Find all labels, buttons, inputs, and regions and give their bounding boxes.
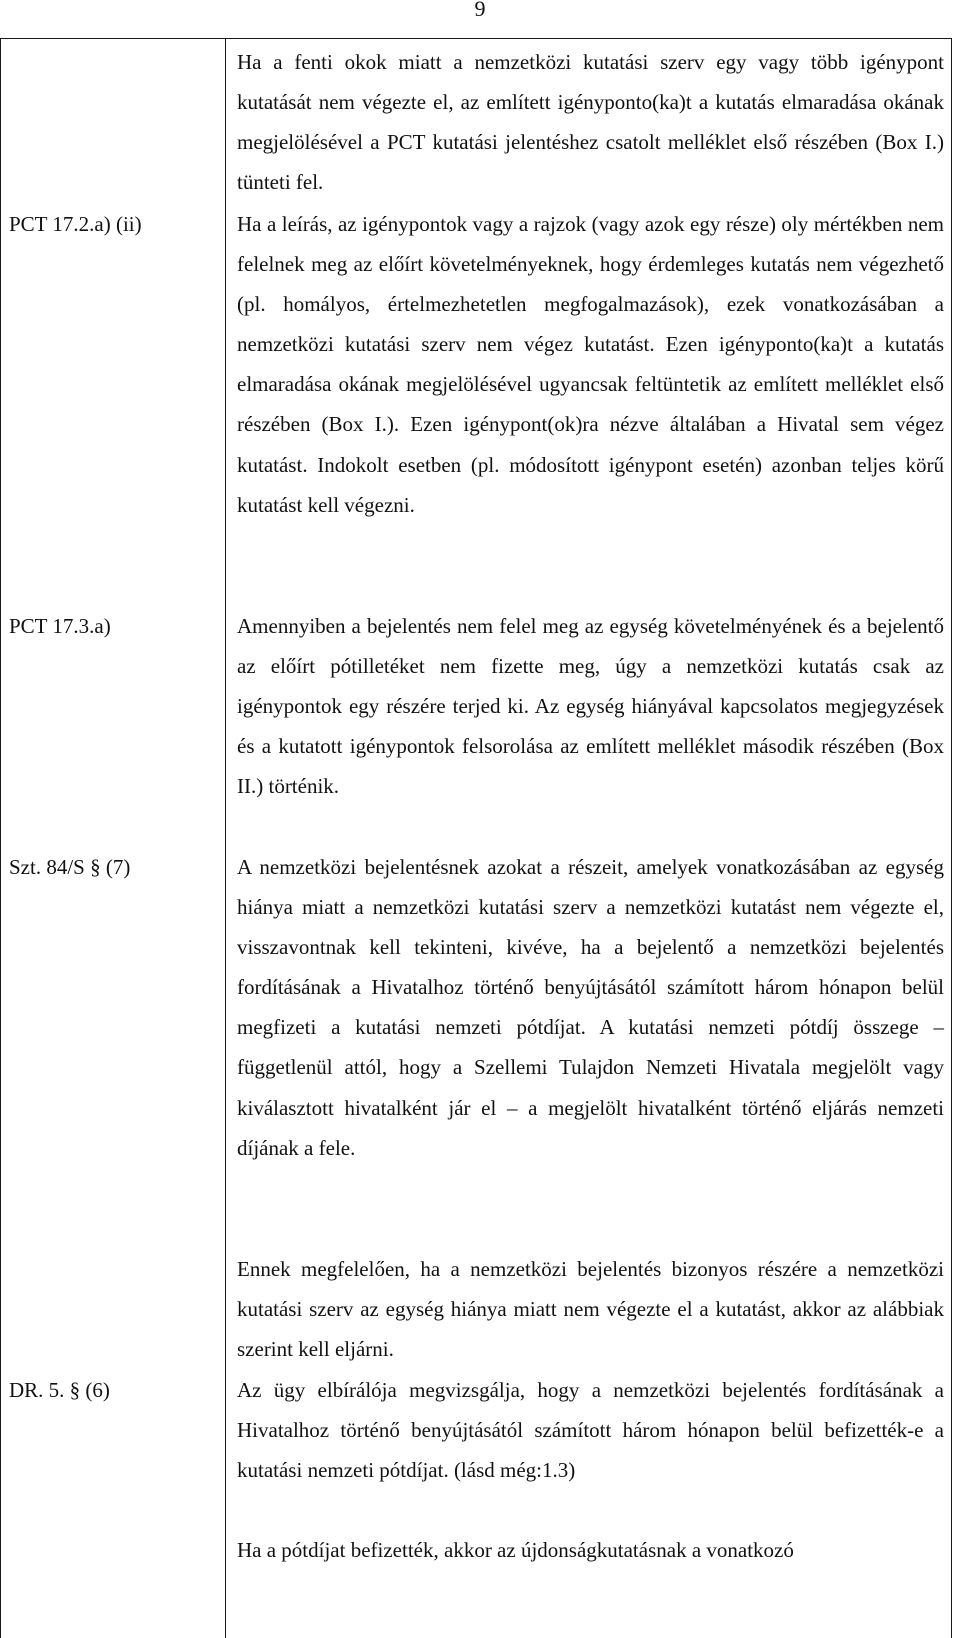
body-paragraph: Amennyiben a bejelentés nem felel meg az egység követelményének és a bejelentő az előírt pótilletéket nem fizette meg, úgy a nemzetközi kutatás csak az igénypontok egy részére terjed ki. Az egység hiányával kapcsolatos megjegyzések és a kutatott igénypontok felsorolása az említett melléklet második részében (Box II.) történik. bbox=[237, 614, 944, 799]
body-paragraph: Ha a pótdíjat befizették, akkor az újdonságkutatásnak a vonatkozó bbox=[237, 1538, 794, 1562]
column-divider bbox=[225, 38, 226, 1638]
body-paragraph: A nemzetközi bejelentésnek azokat a részeit, amelyek vonatkozásában az egység hiánya miatt a nemzetközi kutatási szerv a nemzetközi kutatást nem végezte el, visszavontnak kell tekinteni, kivéve, ha a bejelentő a nemzetközi bejelentés fordításának a Hivatalhoz történő benyújtásától számított három hónapon belül megfizeti a kutatási nemzeti pótdíjat. A kutatási nemzeti pótdíj összege – függetlenül attól, hogy a Szellemi Tulajdon Nemzeti Hivatala megjelölt vagy kiválasztott hivatalként jár el – a megjelölt hivatalként történő eljárás nemzeti díjának a fele. bbox=[237, 855, 944, 1160]
legal-reference: PCT 17.3.a) bbox=[9, 614, 111, 638]
body-paragraph: Ennek megfelelően, ha a nemzetközi bejelentés bizonyos részére a nemzetközi kutatási szerv az egység hiánya miatt nem végezte el a kutatást, akkor az alábbiak szerint kell eljárni. bbox=[237, 1257, 944, 1362]
body-paragraph: Ha a fenti okok miatt a nemzetközi kutatási szerv egy vagy több igénypont kutatását nem végezte el, az említett igényponto(ka)t a kutatás elmaradása okának megjelölésével a PCT kutatási jelentéshez csatolt melléklet első részében (Box I.) tünteti fel. bbox=[237, 50, 944, 195]
legal-reference: DR. 5. § (6) bbox=[9, 1378, 110, 1402]
body-paragraph: Ha a leírás, az igénypontok vagy a rajzok (vagy azok egy része) oly mértékben nem felelnek meg az előírt követelményeknek, hogy érdemleges kutatás nem végezhető (pl. homályos, értelmezhetetlen megfogalmazások), ezek vonatkozásában a nemzetközi kutatási szerv nem végez kutatást. Ezen igényponto(ka)t a kutatás elmaradása okának megjelölésével ugyancsak feltüntetik az említett melléklet első részében (Box I.). Ezen igénypont(ok)ra nézve általában a Hivatal sem végez kutatást. Indokolt esetben (pl. módosított igénypont esetén) azonban teljes körű kutatást kell végezni. bbox=[237, 212, 944, 517]
page-number: 9 bbox=[474, 0, 486, 21]
legal-reference: PCT 17.2.a) (ii) bbox=[9, 212, 142, 236]
body-paragraph: Az ügy elbírálója megvizsgálja, hogy a nemzetközi bejelentés fordításának a Hivatalhoz történő benyújtásától számított három hónapon belül befizették-e a kutatási nemzeti pótdíjat. (lásd még:1.3) bbox=[237, 1378, 944, 1483]
legal-reference: Szt. 84/S § (7) bbox=[9, 855, 131, 879]
